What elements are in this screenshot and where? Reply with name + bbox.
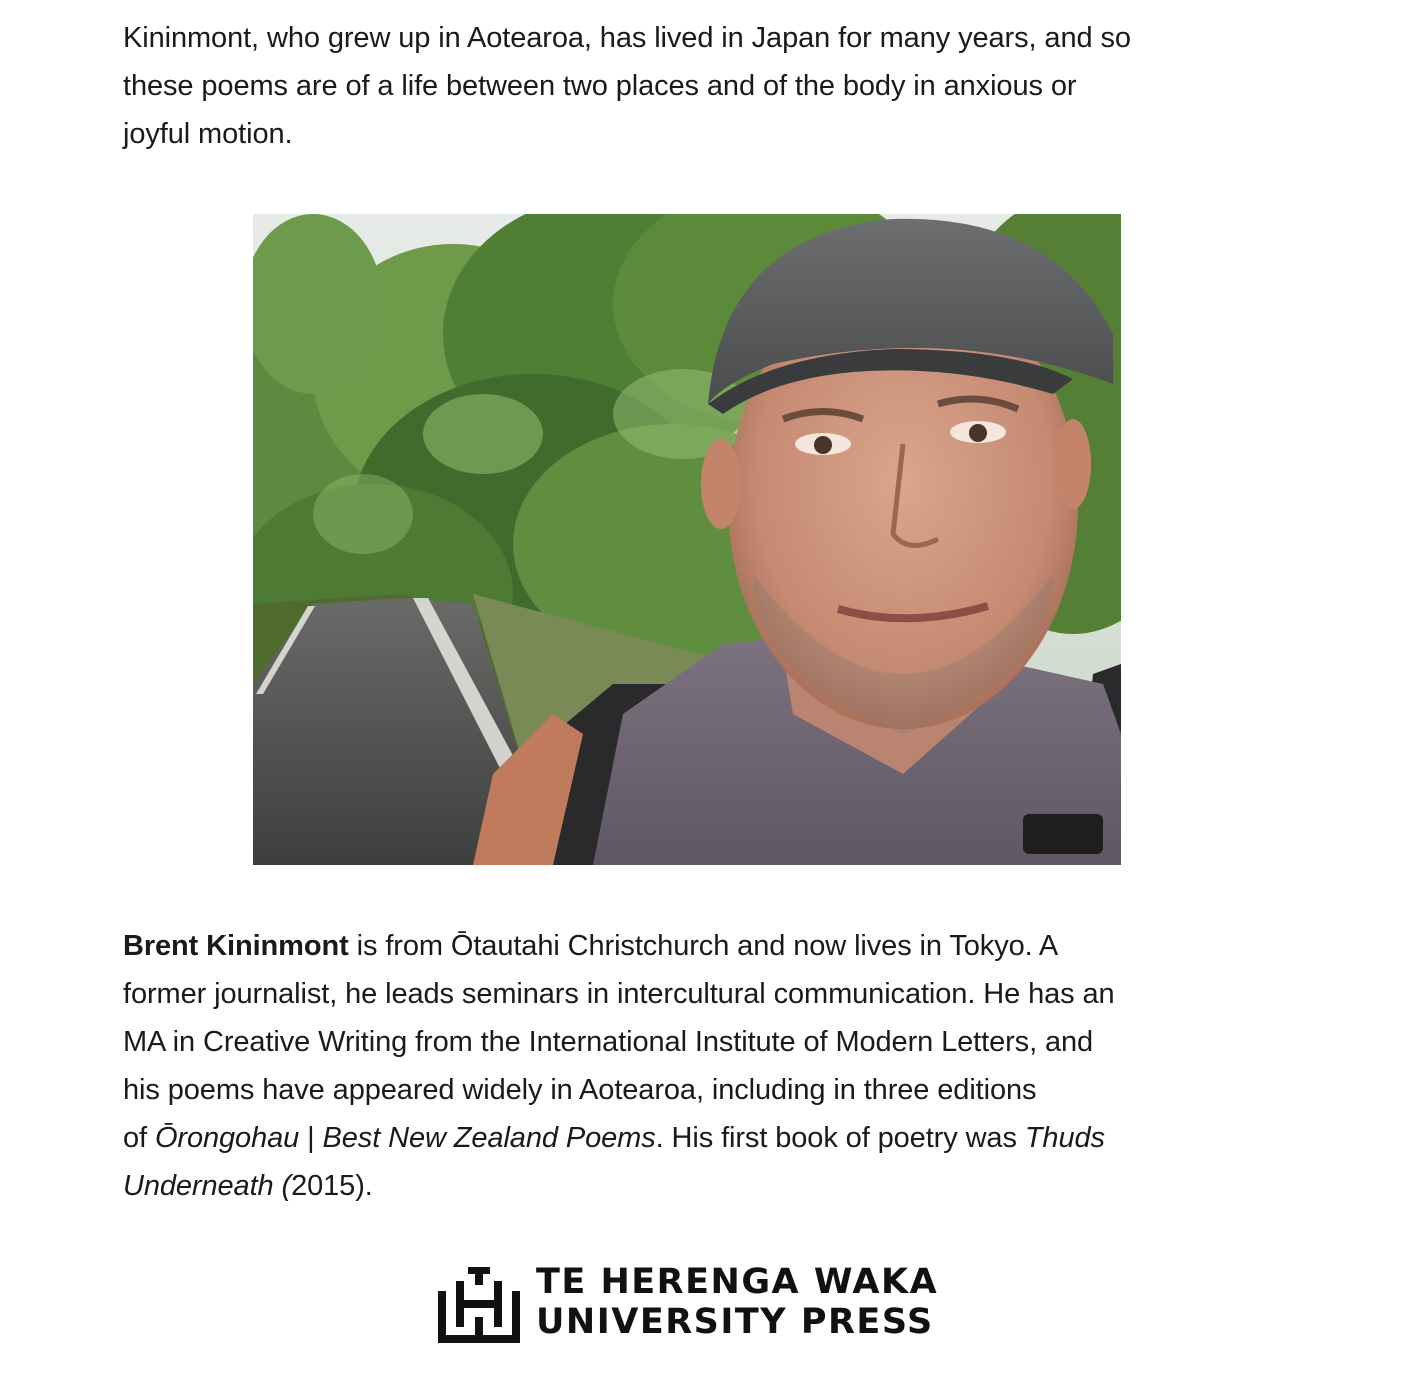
- author-photo-illustration: [253, 214, 1121, 865]
- bio-line: [123, 1114, 1283, 1162]
- bio-text: 2015).: [291, 1170, 373, 1202]
- intro-line: these poems are of a life between two places and of the body in anxious or: [123, 70, 1077, 102]
- bio-text: is from Ōtautahi Christchurch and now lives in Tokyo. A: [348, 930, 1059, 962]
- intro-paragraph: [123, 14, 1283, 158]
- book-title: Underneath (: [123, 1170, 292, 1202]
- book-title: Thuds: [1024, 1122, 1105, 1154]
- publisher-logo: [438, 1262, 938, 1344]
- bio-line: [123, 922, 1283, 970]
- bio-line: his poems have appeared widely in Aotearoa, including in three editions: [123, 1074, 1037, 1106]
- publisher-name: [536, 1262, 938, 1342]
- bio-text: of: [123, 1122, 155, 1154]
- bio-text: . His first book of poetry was: [655, 1122, 1025, 1154]
- author-photo: [253, 214, 1121, 865]
- te-herenga-waka-logo-icon: [438, 1267, 520, 1343]
- bio-line: former journalist, he leads seminars in intercultural communication. He has an: [123, 978, 1115, 1010]
- book-title: Ōrongohau: [154, 1122, 300, 1154]
- bio-line: MA in Creative Writing from the International Institute of Modern Letters, and: [123, 1026, 1094, 1058]
- bio-line: [123, 1162, 1283, 1210]
- intro-line: joyful motion.: [123, 118, 293, 150]
- bio-text: |: [299, 1122, 323, 1154]
- book-title: Best New Zealand Poems: [322, 1122, 656, 1154]
- bio-paragraph: [123, 922, 1283, 1210]
- intro-line: Kininmont, who grew up in Aotearoa, has lived in Japan for many years, and so: [123, 22, 1131, 54]
- author-name: Brent Kininmont: [123, 930, 349, 962]
- publisher-name-line1: TE HERENGA WAKA: [536, 1262, 939, 1302]
- publisher-name-line2: UNIVERSITY PRESS: [536, 1302, 934, 1342]
